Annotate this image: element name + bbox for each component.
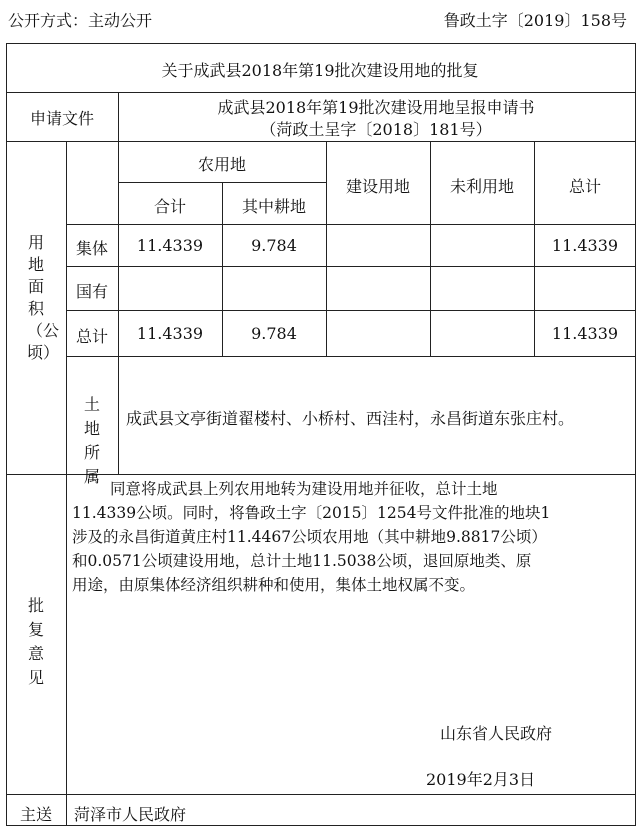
approval-line-3: 涉及的永昌街道黄庄村11.4467公顷农用地（其中耕地9.8817公顷） [72, 528, 547, 546]
approval-line-4: 和0.0571公顷建设用地，总计土地11.5038公顷，退回原地类、原 [72, 552, 532, 570]
row-collective-label: 集体 [75, 239, 109, 258]
document-number: 鲁政土字〔2019〕158号 [443, 11, 627, 30]
row-total-subtotal: 11.4339 [136, 324, 204, 343]
land-area-section-label: 用地面积（公顷） [27, 233, 60, 362]
recipient-value: 菏泽市人民政府 [74, 805, 187, 824]
header-unused: 未利用地 [449, 177, 515, 196]
header-subtotal: 合计 [153, 197, 187, 216]
ownership-label: 土地所属 [83, 395, 100, 486]
header-construction: 建设用地 [345, 177, 411, 196]
row-collective-total: 11.4339 [551, 236, 619, 255]
ownership-value: 成武县文亭街道翟楼村、小桥村、西洼村，永昌街道东张庄村。 [126, 409, 575, 428]
header-farmland: 农用地 [197, 155, 247, 174]
row-total-total: 11.4339 [551, 324, 619, 343]
recipient-label: 主送 [19, 805, 53, 824]
row-collective-arable: 9.784 [251, 236, 297, 255]
approval-label: 批复意见 [27, 596, 44, 687]
row-total-label: 总计 [75, 327, 109, 346]
application-line-1: 成武县2018年第19批次建设用地呈报申请书 [217, 98, 535, 117]
application-line-2: （菏政土呈字〔2018〕181号） [260, 120, 492, 139]
header-total: 总计 [568, 177, 602, 196]
row-state-label: 国有 [75, 282, 109, 301]
approval-line-2: 11.4339公顷。同时，将鲁政土字〔2015〕1254号文件批准的地块1 [72, 504, 551, 522]
approval-date: 2019年2月3日 [426, 770, 536, 789]
disclosure-method: 公开方式：主动公开 [8, 11, 153, 30]
approval-signature: 山东省人民政府 [440, 724, 553, 743]
row-total-arable: 9.784 [251, 324, 297, 343]
document-title: 关于成武县2018年第19批次建设用地的批复 [161, 61, 479, 80]
approval-line-1: 同意将成武县上列农用地转为建设用地并征收，总计土地 [110, 480, 498, 498]
header-arable: 其中耕地 [241, 197, 307, 216]
row-collective-subtotal: 11.4339 [136, 236, 204, 255]
application-label: 申请文件 [29, 109, 95, 128]
approval-line-5: 用途，由原集体经济组织耕种和使用，集体土地权属不变。 [72, 576, 476, 594]
